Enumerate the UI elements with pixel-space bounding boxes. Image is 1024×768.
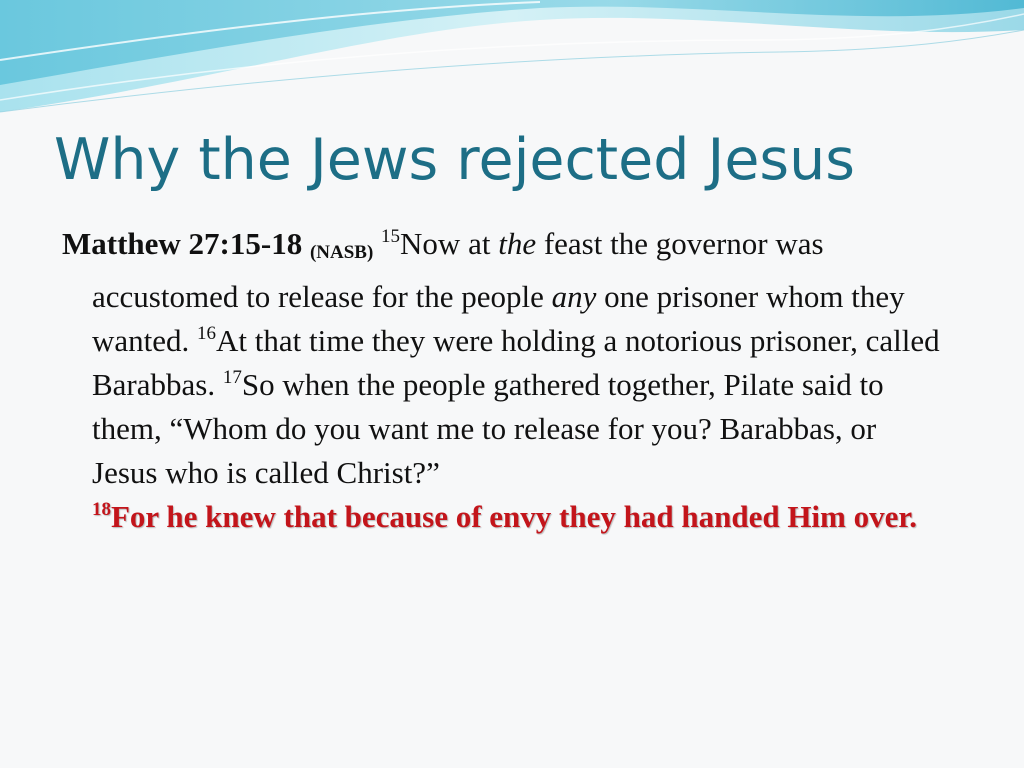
verse-15-text-a: Now at bbox=[400, 226, 499, 261]
verse-15-text-b: feast the governor was accustomed to release for the people bbox=[92, 226, 824, 314]
verse-number-16: 16 bbox=[197, 323, 217, 344]
bible-version: (NASB) bbox=[309, 242, 374, 263]
verse-17-text: So when the people gathered together, Pilate said to them, “Whom do you want me to release for you? Barabbas, or Jesus who is called Christ?” bbox=[92, 367, 884, 490]
slide-title: Why the Jews rejected Jesus bbox=[54, 127, 855, 193]
scripture-body bbox=[62, 222, 942, 539]
highlighted-verse-18 bbox=[92, 495, 942, 539]
verse-15-text-c: one prisoner whom they wanted. bbox=[92, 279, 905, 358]
verse-16-text: At that time they were holding a notorious prisoner, called Barabbas. bbox=[92, 323, 940, 402]
verse-number-17: 17 bbox=[222, 367, 242, 388]
verse-15-italic-the: the bbox=[498, 226, 537, 261]
header-wave-decoration bbox=[0, 0, 1024, 120]
verse-15-italic-any: any bbox=[551, 279, 597, 314]
verse-number-15: 15 bbox=[381, 226, 401, 247]
scripture-reference: Matthew 27:15-18 bbox=[62, 226, 303, 261]
verse-number-18: 18 bbox=[92, 499, 111, 520]
scripture-passage bbox=[62, 222, 942, 495]
verse-18-text: For he knew that because of envy they had handed Him over. bbox=[111, 499, 918, 534]
